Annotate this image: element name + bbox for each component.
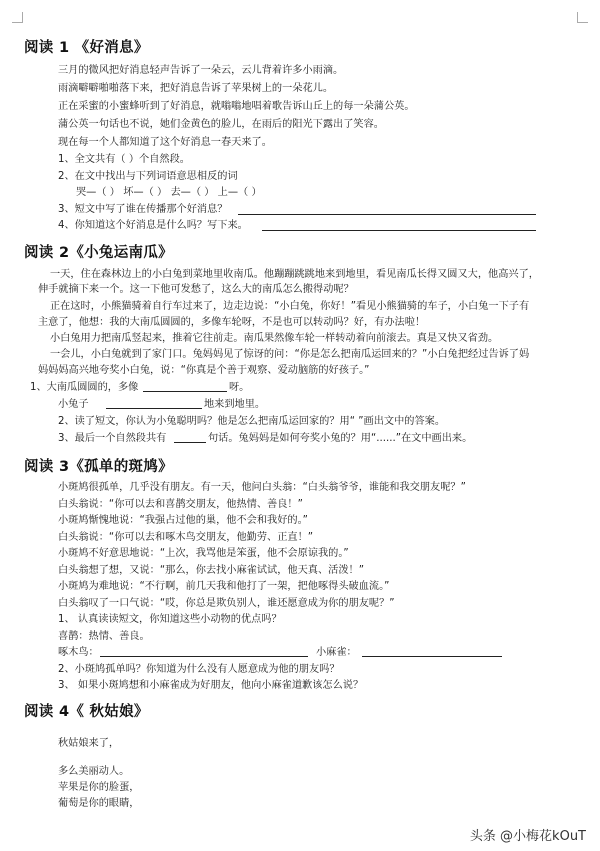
passage-3-line: 白头翁想了想，又说：“那么，你去找小麻雀试试，他天真、活泼！”: [58, 565, 364, 576]
passage-1-line: 三月的微风把好消息轻声告诉了一朵云，云儿背着许多小雨滴。: [58, 65, 344, 76]
passage-3-line: 白头翁说：“你可以去和啄木鸟交朋友，他勤劳、正直！”: [58, 532, 314, 543]
corner-mark: [577, 12, 588, 23]
passage-4-title: 阅读 4《 秋姑娘》: [24, 704, 149, 720]
question-3-1-sparrow: 小麻雀：: [316, 647, 357, 658]
passage-1-title: 阅读 1 《好消息》: [24, 40, 149, 56]
passage-1-line: 正在采蜜的小蜜蜂听到了好消息，就嗡嗡地唱着歌告诉山丘上的每一朵蒲公英。: [58, 101, 415, 112]
poem-line: 葡萄是你的眼睛，: [58, 798, 140, 809]
question-3-2: 2、小斑鸠孤单吗？你知道为什么没有人愿意成为他的朋友吗？: [58, 664, 340, 675]
question-2-1-end: 呀。: [229, 382, 250, 393]
corner-mark: [12, 12, 23, 23]
passage-2-line: 小白兔用力把南瓜竖起来，推着它往前走。南瓜果然像车轮一样转动着向前滚去。真是又快又省劲。: [50, 333, 499, 344]
question-2-3: 3、最后一个自然段共有: [58, 433, 167, 444]
passage-2-line: 一天，住在森林边上的小白兔到菜地里收南瓜。他蹦蹦跳跳地来到地里，看见南瓜长得又圆又大，他高兴了，: [50, 269, 539, 280]
answer-line[interactable]: [100, 656, 308, 657]
question-2-1: 1、大南瓜圆圆的，多像: [30, 382, 139, 393]
poem-line: 秋姑娘来了，: [58, 738, 120, 749]
antonym-blanks: 哭—（ ） 坏—（ ） 去—（ ） 上—（ ）: [76, 187, 262, 198]
question-2-1b-end: 地来到地里。: [204, 399, 266, 410]
question-2-2: 2、读了短文，你认为小兔聪明吗？他是怎么把南瓜运回家的？用“ ”画出文中的答案。: [58, 416, 446, 427]
passage-1-line: 雨滴噼噼啪啪落下来，把好消息告诉了苹果树上的一朵花儿。: [58, 83, 334, 94]
answer-line[interactable]: [262, 230, 536, 231]
passage-2-line: 一会儿，小白兔就到了家门口。兔妈妈见了惊讶的问：“你是怎么把南瓜运回来的？”小白兔把经过告诉了妈: [50, 349, 530, 360]
answer-line[interactable]: [106, 408, 202, 409]
question-3-3: 3、 如果小斑鸠想和小麻雀成为好朋友，他向小麻雀道歉该怎么说？: [58, 680, 364, 691]
answer-line[interactable]: [174, 442, 206, 443]
passage-3-line: 小斑鸠很孤单，几乎没有朋友。有一天，他问白头翁：“白头翁爷爷，谁能和我交朋友呢？”: [58, 482, 466, 493]
question-3-1-example: 喜鹊：热情、善良。: [58, 631, 150, 642]
passage-3-line: 小斑鸠为难地说：“不行啊，前几天我和他打了一架，把他啄得头破血流。”: [58, 581, 390, 592]
passage-3-title: 阅读 3《孤单的斑鸠》: [24, 459, 173, 475]
passage-2-line: 妈妈妈高兴地夸奖小白兔，说：“你真是个善于观察、爱动脑筋的好孩子。”: [38, 365, 370, 376]
question-1-4: 4、你知道这个好消息是什么吗？写下来。: [58, 220, 248, 231]
answer-line[interactable]: [362, 656, 502, 657]
question-2-3-end: 句话。兔妈妈是如何夸奖小兔的？用“......”在文中画出来。: [208, 433, 473, 444]
passage-3-line: 白头翁说：“你可以去和喜鹊交朋友，他热情、善良！”: [58, 499, 303, 510]
answer-line[interactable]: [238, 214, 536, 215]
question-3-1: 1、 认真读读短文，你知道这些小动物的优点吗？: [58, 614, 282, 625]
question-3-1-woodpecker: 啄木鸟：: [58, 647, 99, 658]
question-1-2: 2、在文中找出与下列词语意思相反的词: [58, 171, 238, 182]
question-1-1: 1、全文共有（ ）个自然段。: [58, 154, 190, 165]
passage-2-line: 正在这时，小熊猫骑着自行车过来了，边走边说：“小白兔，你好！”看见小熊猫骑的车子，小白兔一下子有: [50, 301, 530, 312]
answer-line[interactable]: [143, 391, 227, 392]
poem-line: 多么美丽动人。: [58, 766, 130, 777]
passage-3-line: 小斑鸠惭愧地说：“我强占过他的巢，他不会和我好的。”: [58, 515, 308, 526]
passage-2-line: 主意了，他想：我的大南瓜圆圆的，多像车轮呀，不是也可以转动吗？好，有办法啦！: [38, 317, 426, 328]
passage-1-line: 现在每一个人都知道了这个好消息一春天来了。: [58, 137, 272, 148]
passage-2-line: 伸手就摘下来一个。这一下他可发愁了，这么大的南瓜怎么搬得动呢？: [38, 284, 354, 295]
passage-3-line: 白头翁叹了一口气说：“哎，你总是欺负别人，谁还愿意成为你的朋友呢？”: [58, 598, 395, 609]
poem-line: 苹果是你的脸蛋，: [58, 782, 140, 793]
watermark: 头条 @小梅花kOuT: [466, 824, 590, 845]
passage-2-title: 阅读 2《小兔运南瓜》: [24, 245, 173, 261]
passage-1-line: 蒲公英一句话也不说，她们金黄色的脸儿，在雨后的阳光下露出了笑容。: [58, 119, 384, 130]
passage-3-line: 小斑鸠不好意思地说：“上次，我骂他是笨蛋，他不会原谅我的。”: [58, 548, 349, 559]
question-2-1b: 小兔子: [58, 399, 89, 410]
question-1-3: 3、短文中写了谁在传播那个好消息？: [58, 204, 228, 215]
